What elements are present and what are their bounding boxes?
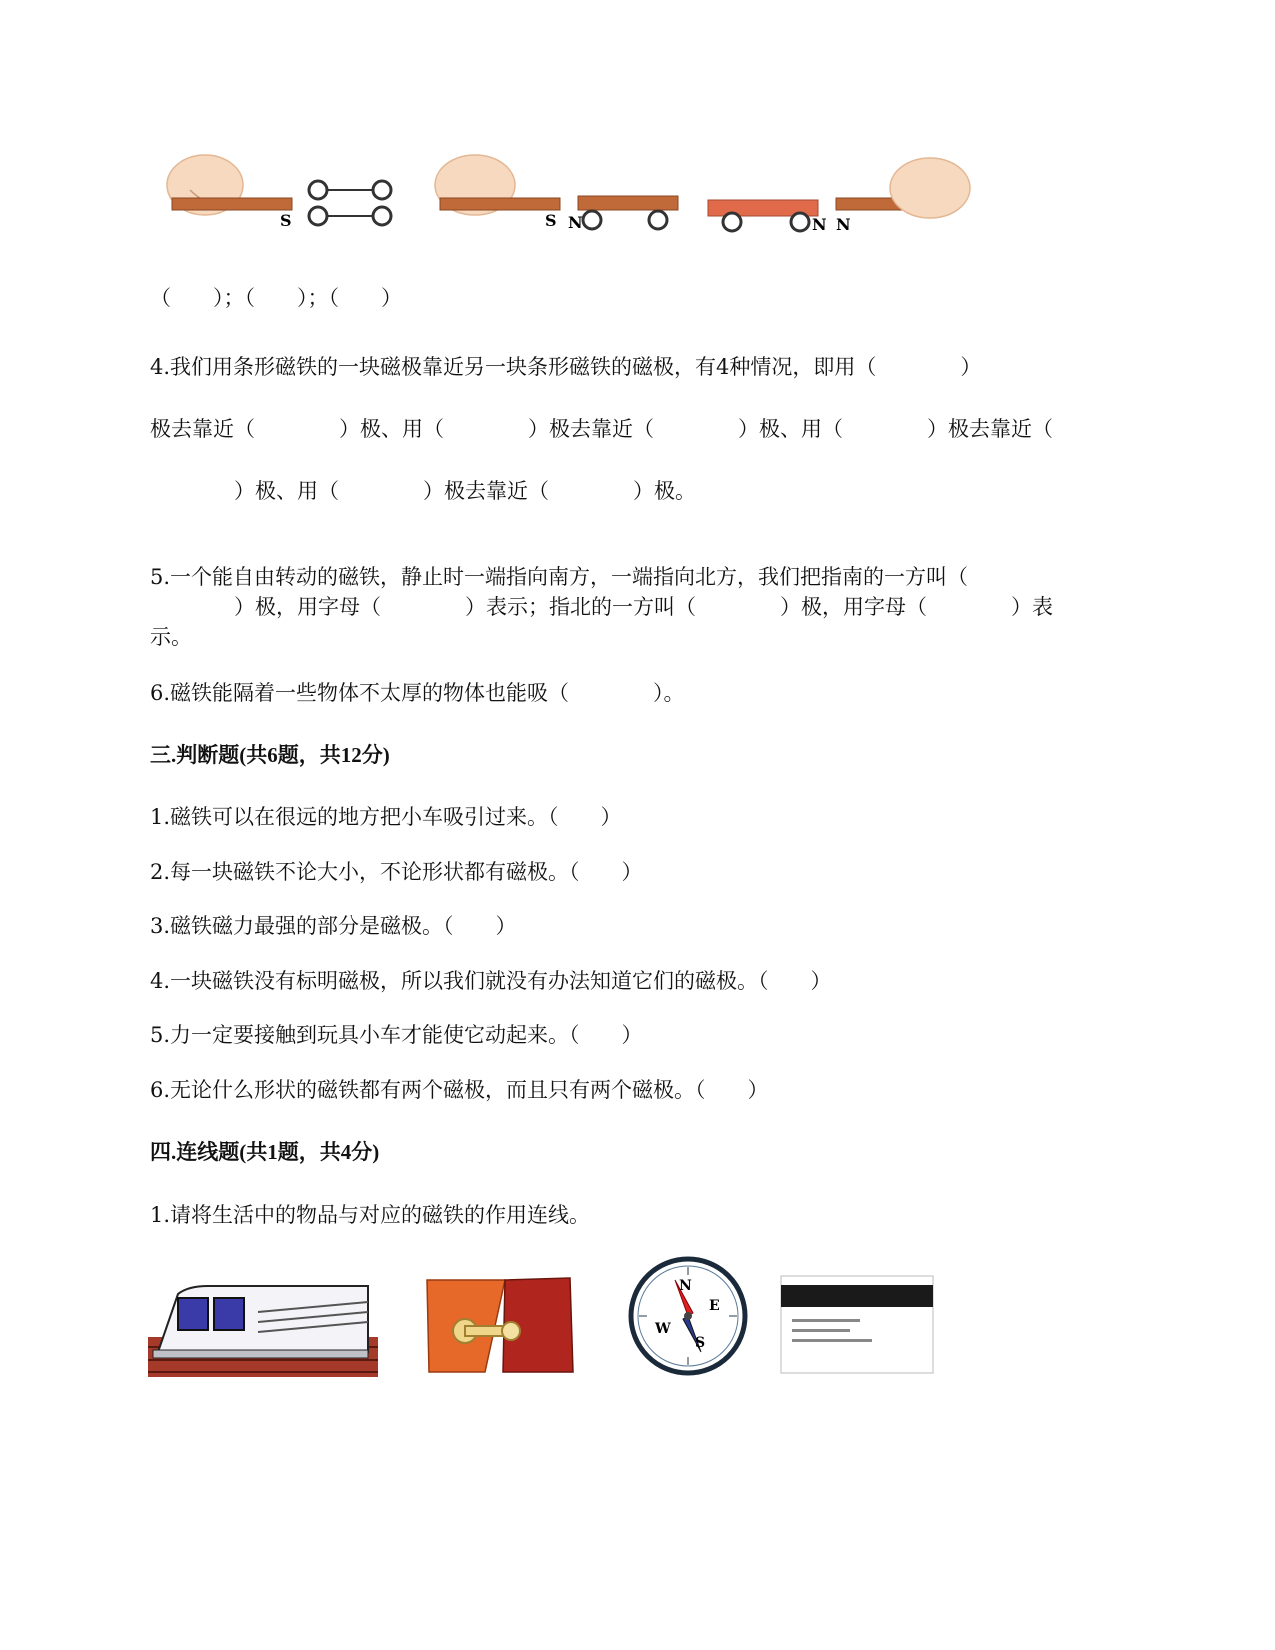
hand-icon <box>890 158 970 218</box>
compass-letter-s: S <box>695 1335 706 1351</box>
compass-letter-w: W <box>655 1321 671 1337</box>
question-5-line3: 示。 <box>150 625 192 649</box>
judge-item-3: 3.磁铁磁力最强的部分是磁极。（ ） <box>150 914 517 938</box>
magnet-car <box>309 181 391 225</box>
section-4-heading: 四.连线题(共1题，共4分) <box>150 1140 380 1164</box>
magnet-car <box>708 200 818 231</box>
judge-item-5: 5.力一定要接触到玩具小车才能使它动起来。（ ） <box>150 1023 643 1047</box>
pole-label-s: S <box>280 211 292 230</box>
compass-image <box>627 1255 749 1377</box>
judge-item-1: 1.磁铁可以在很远的地方把小车吸引过来。（ ） <box>150 805 622 829</box>
judge-item-2: 2.每一块磁铁不论大小，不论形状都有磁极。（ ） <box>150 860 643 884</box>
magnetic-stripe <box>781 1285 933 1307</box>
judge-item-6: 6.无论什么形状的磁铁都有两个磁极，而且只有两个磁极。（ ） <box>150 1078 769 1102</box>
question-4-line3: ）极、用（ ）极去靠近（ ）极。 <box>150 479 696 503</box>
magnetic-card-image <box>780 1275 935 1375</box>
matching-question-1: 1.请将生活中的物品与对应的磁铁的作用连线。 <box>150 1203 591 1227</box>
section-3-heading: 三.判断题(共6题，共12分) <box>150 743 390 767</box>
pole-label-n: N <box>568 213 583 232</box>
maglev-train-image <box>148 1282 378 1380</box>
pole-label-n: N <box>812 215 827 234</box>
bar-magnet <box>440 198 560 210</box>
question-5-line1: 5.一个能自由转动的磁铁，静止时一端指向南方，一端指向北方，我们把指南的一方叫（ <box>150 565 969 589</box>
compass-letter-n: N <box>679 1278 692 1294</box>
question-5-line2: ）极，用字母（ ）表示；指北的一方叫（ ）极，用字母（ ）表 <box>150 595 1053 619</box>
door-magnet-image <box>425 1276 575 1376</box>
compass-letter-e: E <box>709 1298 720 1314</box>
magnet-cars-figure <box>160 150 980 245</box>
magnet-car <box>578 196 678 229</box>
question-4-line1: 4.我们用条形磁铁的一块磁极靠近另一块条形磁铁的磁极，有4种情况，即用（ ） <box>150 355 982 379</box>
pole-label-n: N <box>836 215 851 234</box>
judge-item-4: 4.一块磁铁没有标明磁极，所以我们就没有办法知道它们的磁极。（ ） <box>150 969 832 993</box>
bar-magnet <box>172 198 292 210</box>
answer-blanks[interactable]: （ ）；（ ）；（ ） <box>150 286 402 310</box>
question-4-line2: 极去靠近（ ）极、用（ ）极去靠近（ ）极、用（ ）极去靠近（ <box>150 417 1053 441</box>
pole-label-s: S <box>545 211 557 230</box>
question-6: 6.磁铁能隔着一些物体不太厚的物体也能吸（ ）。 <box>150 681 685 705</box>
